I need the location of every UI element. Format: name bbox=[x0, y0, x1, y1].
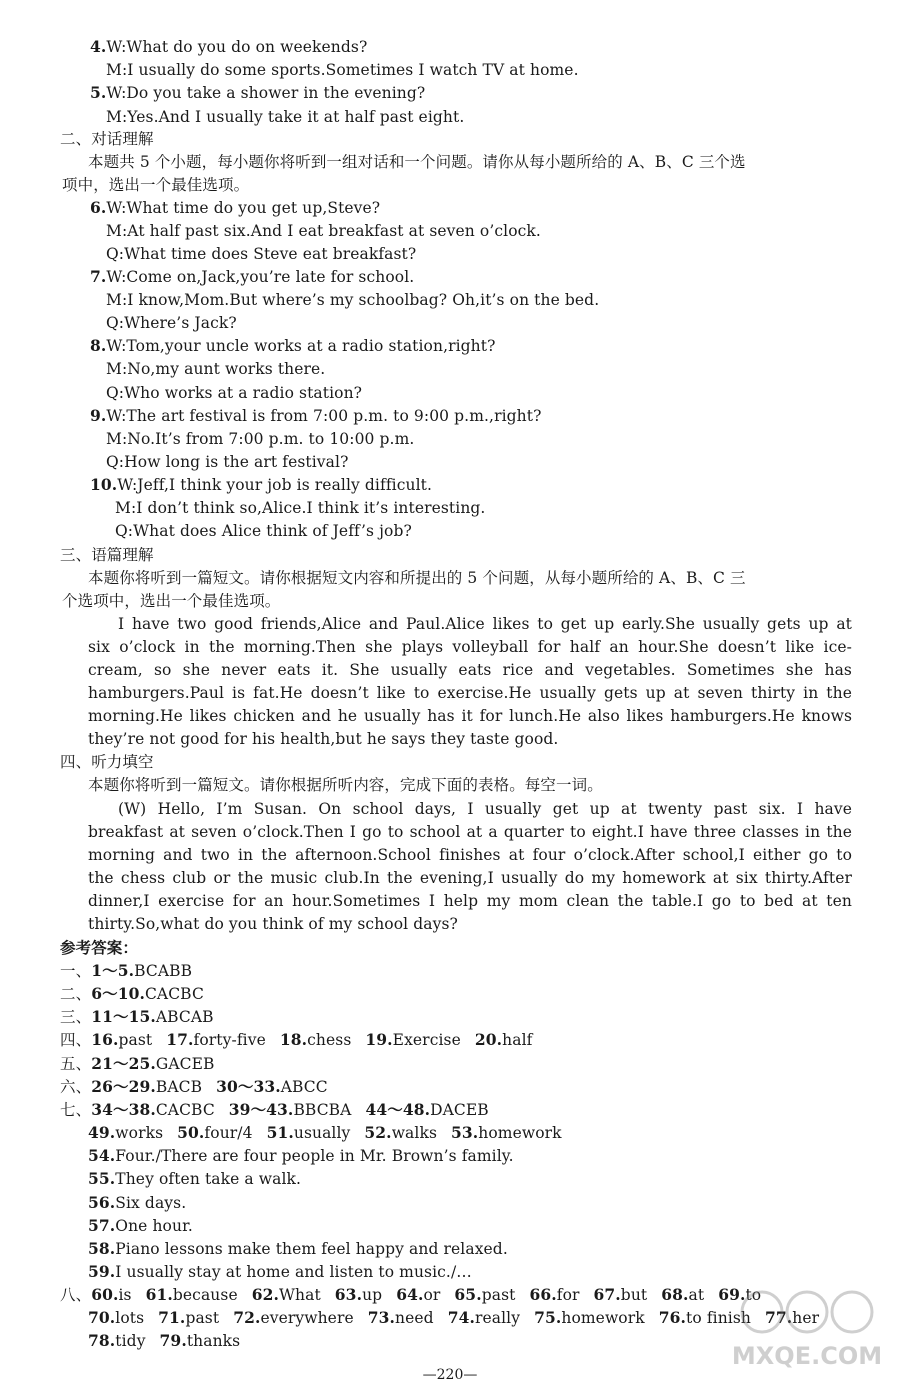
answer-value: Six days. bbox=[115, 1193, 187, 1212]
question-number: 7. bbox=[90, 267, 107, 287]
speaker-label: W: bbox=[106, 199, 127, 217]
answer-number: 49. bbox=[88, 1123, 116, 1143]
speaker-label: M: bbox=[106, 107, 128, 126]
answer-number: 75. bbox=[534, 1308, 562, 1328]
answer-value: One hour. bbox=[115, 1216, 193, 1235]
answer-number: 57. bbox=[88, 1215, 116, 1235]
answer-row bbox=[88, 1308, 819, 1328]
answer-number: 60. bbox=[91, 1285, 119, 1305]
dialogue-text: I usually do some sports.Sometimes I watch TV at home. bbox=[127, 61, 579, 80]
answer-number: 11～15. bbox=[91, 1007, 156, 1027]
passage-line: the chess club or the music club.In the evening,I usually do my homework at six thirty.After bbox=[88, 869, 852, 887]
answer-number: 19. bbox=[365, 1030, 393, 1050]
section3-instruction-line2: 个选项中，选出一个最佳选项。 bbox=[62, 592, 281, 610]
answer-number: 67. bbox=[593, 1285, 621, 1305]
answer-row bbox=[60, 1100, 489, 1120]
dialogue-text: I don’t think so,Alice.I think it’s interesting. bbox=[136, 498, 486, 517]
answer-number: 53. bbox=[451, 1123, 479, 1143]
answer-section-prefix: 六、 bbox=[60, 1077, 92, 1096]
answer-number: 74. bbox=[447, 1308, 475, 1328]
answer-value: to bbox=[745, 1286, 762, 1305]
answer-number: 76. bbox=[658, 1308, 687, 1328]
dialogue-text: I know,Mom.But where’s my schoolbag? Oh,it’s on the bed. bbox=[127, 291, 600, 310]
answer-value: thanks bbox=[186, 1332, 241, 1351]
answer-number: 68. bbox=[661, 1285, 689, 1305]
answer-row bbox=[88, 1123, 562, 1143]
answer-number: 66. bbox=[529, 1285, 557, 1305]
answer-section-prefix: 二、 bbox=[60, 985, 92, 1004]
dialogue-line bbox=[106, 221, 541, 241]
dialogue-line bbox=[106, 290, 599, 310]
answer-value: BBCBA bbox=[293, 1100, 352, 1119]
answer-row bbox=[88, 1216, 193, 1236]
section2-instruction-line2: 项中，选出一个最佳选项。 bbox=[62, 176, 250, 194]
answer-value: is bbox=[118, 1286, 132, 1305]
dialogue-line bbox=[106, 244, 416, 264]
answer-value: GACEB bbox=[155, 1054, 215, 1073]
answer-number: 16. bbox=[91, 1030, 119, 1050]
speaker-label: W: bbox=[106, 38, 127, 56]
answer-value: forty-five bbox=[193, 1031, 266, 1050]
answer-value: lots bbox=[115, 1309, 145, 1328]
section2-instruction-line1: 本题共 5 个小题，每小题你将听到一组对话和一个问题。请你从每小题所给的 A、B、C 三个选 bbox=[88, 153, 746, 171]
speaker-label: M: bbox=[106, 222, 128, 241]
dialogue-line bbox=[106, 359, 325, 379]
answer-section-prefix: 五、 bbox=[60, 1054, 92, 1073]
answer-number: 26～29. bbox=[91, 1076, 156, 1096]
dialogue-text: Come on,Jack,you’re late for school. bbox=[126, 268, 415, 287]
answer-row bbox=[60, 984, 204, 1004]
answer-value: four/4 bbox=[204, 1124, 253, 1143]
passage-line: six o’clock in the morning.Then she plays volleyball for half an hour.She doesn’t like ice- bbox=[88, 638, 852, 656]
answer-number: 54. bbox=[88, 1146, 116, 1166]
answer-row bbox=[60, 1285, 761, 1305]
answer-row bbox=[88, 1169, 301, 1189]
answer-value: ABCAB bbox=[155, 1008, 214, 1027]
passage-line: morning.He likes chicken and he usually has it for lunch.He also likes hamburgers.He knows bbox=[88, 707, 852, 725]
answer-number: 79. bbox=[159, 1331, 187, 1351]
answer-value: They often take a walk. bbox=[115, 1170, 302, 1189]
answer-value: Exercise bbox=[392, 1031, 461, 1050]
dialogue-text: What time does Steve eat breakfast? bbox=[124, 245, 417, 264]
dialogue-line bbox=[90, 37, 367, 57]
dialogue-text: The art festival is from 7:00 p.m. to 9:00 p.m.,right? bbox=[126, 406, 542, 425]
answer-row bbox=[60, 961, 192, 981]
speaker-label: Q: bbox=[106, 452, 125, 471]
answer-row bbox=[88, 1193, 186, 1213]
dialogue-line bbox=[106, 452, 348, 472]
answer-number: 71. bbox=[158, 1308, 186, 1328]
answer-value: or bbox=[423, 1286, 441, 1305]
passage-line: they’re not good for his health,but he says they taste good. bbox=[88, 730, 559, 748]
answer-value: tidy bbox=[115, 1332, 146, 1351]
answer-value: walks bbox=[391, 1124, 437, 1143]
dialogue-line bbox=[90, 198, 380, 218]
answer-value: her bbox=[792, 1309, 820, 1328]
question-number: 4. bbox=[90, 37, 107, 56]
dialogue-line bbox=[106, 313, 237, 333]
answer-value: homework bbox=[561, 1309, 645, 1328]
answer-number: 30～33. bbox=[216, 1076, 281, 1096]
answer-value: Piano lessons make them feel happy and relaxed. bbox=[115, 1239, 508, 1258]
speaker-label: M: bbox=[106, 429, 128, 448]
section-heading-3: 三、语篇理解 bbox=[60, 546, 154, 564]
answer-number: 50. bbox=[177, 1123, 205, 1143]
section3-instruction-line1: 本题你将听到一篇短文。请你根据短文内容和所提出的 5 个问题，从每小题所给的 A、B、C 三 bbox=[88, 569, 746, 587]
answer-value: Four./There are four people in Mr. Brown’s family. bbox=[115, 1147, 514, 1166]
answer-number: 78. bbox=[88, 1331, 116, 1351]
answer-number: 72. bbox=[233, 1308, 261, 1328]
answer-number: 52. bbox=[364, 1123, 392, 1143]
answer-value: up bbox=[362, 1286, 383, 1305]
passage-line: (W) Hello, I’m Susan. On school days, I usually get up at twenty past six. I have bbox=[118, 800, 852, 818]
page-number: —220— bbox=[422, 1367, 478, 1383]
passage-line: hamburgers.Paul is fat.He doesn’t like to exercise.He usually gets up at seven thirty in the bbox=[88, 684, 852, 702]
answer-number: 39～43. bbox=[228, 1099, 294, 1119]
dialogue-text: Jeff,I think your job is really difficult. bbox=[137, 475, 432, 494]
answer-value: half bbox=[502, 1031, 533, 1050]
answer-section-prefix: 四、 bbox=[60, 1031, 92, 1050]
answer-value: past bbox=[185, 1309, 220, 1328]
watermark-logo bbox=[732, 1284, 882, 1374]
answer-value: for bbox=[556, 1286, 580, 1305]
speaker-label: M: bbox=[106, 291, 128, 310]
answer-number: 34～38. bbox=[91, 1099, 156, 1119]
answer-value: to finish bbox=[686, 1309, 751, 1328]
question-number: 10. bbox=[90, 474, 118, 494]
answer-value: usually bbox=[293, 1124, 351, 1143]
section-heading-4: 四、听力填空 bbox=[60, 753, 154, 771]
answer-value: homework bbox=[478, 1124, 562, 1143]
answer-number: 63. bbox=[334, 1285, 363, 1305]
dialogue-text: Tom,your uncle works at a radio station,right? bbox=[126, 337, 496, 356]
speaker-label: W: bbox=[106, 337, 127, 356]
answer-value: What bbox=[279, 1286, 321, 1305]
dialogue-text: No.It’s from 7:00 p.m. to 10:00 p.m. bbox=[127, 429, 415, 448]
section4-instruction: 本题你将听到一篇短文。请你根据所听内容，完成下面的表格。每空一词。 bbox=[88, 776, 603, 794]
speaker-label: W: bbox=[106, 268, 127, 287]
answer-value: I usually stay at home and listen to music./… bbox=[115, 1262, 472, 1281]
passage-line: dinner,I exercise for an hour.Sometimes I help my mom clean the table.I go to bed at ten bbox=[88, 892, 852, 910]
speaker-label: Q: bbox=[106, 245, 125, 264]
answer-number: 1～5. bbox=[91, 961, 135, 980]
dialogue-line bbox=[90, 475, 432, 495]
answer-value: need bbox=[395, 1309, 434, 1328]
answer-value: BCABB bbox=[134, 962, 193, 980]
answer-value: everywhere bbox=[260, 1309, 354, 1328]
answer-number: 20. bbox=[474, 1030, 503, 1050]
answer-number: 69. bbox=[718, 1285, 746, 1305]
passage-line: I have two good friends,Alice and Paul.Alice likes to get up early.She usually gets up at bbox=[118, 615, 852, 633]
answer-number: 21～25. bbox=[91, 1053, 156, 1073]
answer-value: CACBC bbox=[144, 985, 204, 1004]
answer-row bbox=[60, 1007, 214, 1027]
answer-number: 17. bbox=[166, 1030, 194, 1050]
dialogue-text: How long is the art festival? bbox=[124, 452, 349, 471]
dialogue-text: Do you take a shower in the evening? bbox=[126, 84, 426, 103]
speaker-label: M: bbox=[115, 498, 137, 517]
answer-value: works bbox=[115, 1124, 164, 1143]
speaker-label: W: bbox=[106, 84, 127, 103]
answer-number: 61. bbox=[145, 1285, 173, 1305]
answer-number: 70. bbox=[88, 1308, 116, 1328]
passage-line: breakfast at seven o’clock.Then I go to school at a quarter to eight.I have three classes in the bbox=[88, 823, 852, 841]
question-number: 5. bbox=[90, 83, 107, 103]
passage-line: cream, so she never eats it. She usually eats rice and vegetables. Sometimes she has bbox=[88, 661, 852, 679]
answer-row bbox=[60, 1030, 532, 1050]
dialogue-line bbox=[90, 83, 425, 103]
answer-value: CACBC bbox=[155, 1100, 215, 1119]
answer-value: because bbox=[172, 1286, 238, 1305]
speaker-label: Q: bbox=[106, 314, 125, 333]
answer-number: 77. bbox=[765, 1308, 793, 1328]
answer-row bbox=[60, 1054, 214, 1074]
answer-number: 51. bbox=[266, 1123, 294, 1143]
speaker-label: Q: bbox=[106, 383, 125, 402]
answer-value: ABCC bbox=[280, 1077, 328, 1096]
passage-line: thirty.So,what do you think of my school days? bbox=[88, 915, 458, 933]
dialogue-text: What does Alice think of Jeff’s job? bbox=[133, 521, 412, 540]
answer-value: past bbox=[118, 1031, 153, 1050]
dialogue-line bbox=[106, 383, 362, 403]
answer-row bbox=[88, 1331, 240, 1351]
answer-value: past bbox=[481, 1286, 516, 1305]
dialogue-line bbox=[106, 107, 464, 127]
answer-value: really bbox=[474, 1309, 521, 1328]
answer-number: 62. bbox=[251, 1285, 279, 1305]
answer-section-prefix: 七、 bbox=[60, 1100, 92, 1119]
answer-section-prefix: 一、 bbox=[60, 962, 92, 980]
answer-number: 6～10. bbox=[91, 984, 145, 1004]
dialogue-line bbox=[90, 336, 496, 356]
speaker-label: W: bbox=[117, 475, 138, 494]
speaker-label: M: bbox=[106, 61, 128, 80]
dialogue-line bbox=[90, 267, 414, 287]
watermark-text: MXQE.COM bbox=[732, 1342, 882, 1370]
answer-row bbox=[88, 1262, 472, 1282]
speaker-label: W: bbox=[106, 406, 127, 425]
dialogue-line bbox=[106, 60, 579, 80]
answer-value: BACB bbox=[155, 1077, 203, 1096]
answer-number: 56. bbox=[88, 1192, 116, 1212]
answers-heading: 参考答案： bbox=[60, 938, 139, 957]
dialogue-line bbox=[115, 498, 485, 518]
answer-section-prefix: 八、 bbox=[60, 1286, 92, 1305]
answer-number: 64. bbox=[396, 1285, 424, 1305]
answer-row bbox=[60, 1077, 328, 1097]
dialogue-text: What do you do on weekends? bbox=[126, 38, 368, 56]
answer-number: 73. bbox=[367, 1308, 396, 1328]
section-heading-2: 二、对话理解 bbox=[60, 130, 154, 148]
speaker-label: M: bbox=[106, 360, 128, 379]
dialogue-text: Where’s Jack? bbox=[124, 314, 237, 333]
answer-number: 59. bbox=[88, 1261, 116, 1281]
dialogue-text: No,my aunt works there. bbox=[127, 360, 326, 379]
answer-value: at bbox=[688, 1286, 705, 1305]
dialogue-text: Yes.And I usually take it at half past eight. bbox=[127, 107, 465, 126]
dialogue-line bbox=[115, 521, 412, 541]
answer-value: chess bbox=[307, 1031, 352, 1050]
dialogue-line bbox=[106, 429, 414, 449]
answer-row bbox=[88, 1239, 508, 1259]
dialogue-line bbox=[90, 406, 541, 426]
passage-line: morning and two in the afternoon.School finishes at four o’clock.After school,I either go to bbox=[88, 846, 852, 864]
answer-number: 18. bbox=[279, 1030, 308, 1050]
answer-number: 65. bbox=[454, 1285, 482, 1305]
dialogue-text: At half past six.And I eat breakfast at seven o’clock. bbox=[127, 222, 541, 241]
answer-number: 44～48. bbox=[365, 1099, 431, 1119]
answer-value: but bbox=[620, 1286, 648, 1305]
dialogue-text: What time do you get up,Steve? bbox=[126, 199, 381, 217]
answer-section-prefix: 三、 bbox=[60, 1008, 92, 1027]
dialogue-text: Who works at a radio station? bbox=[124, 383, 363, 402]
answer-row bbox=[88, 1146, 514, 1166]
answer-value: DACEB bbox=[430, 1100, 489, 1119]
answer-number: 58. bbox=[88, 1238, 116, 1258]
question-number: 9. bbox=[90, 405, 107, 425]
question-number: 6. bbox=[90, 198, 107, 217]
answer-number: 55. bbox=[88, 1169, 116, 1189]
question-number: 8. bbox=[90, 336, 107, 356]
speaker-label: Q: bbox=[115, 521, 134, 540]
